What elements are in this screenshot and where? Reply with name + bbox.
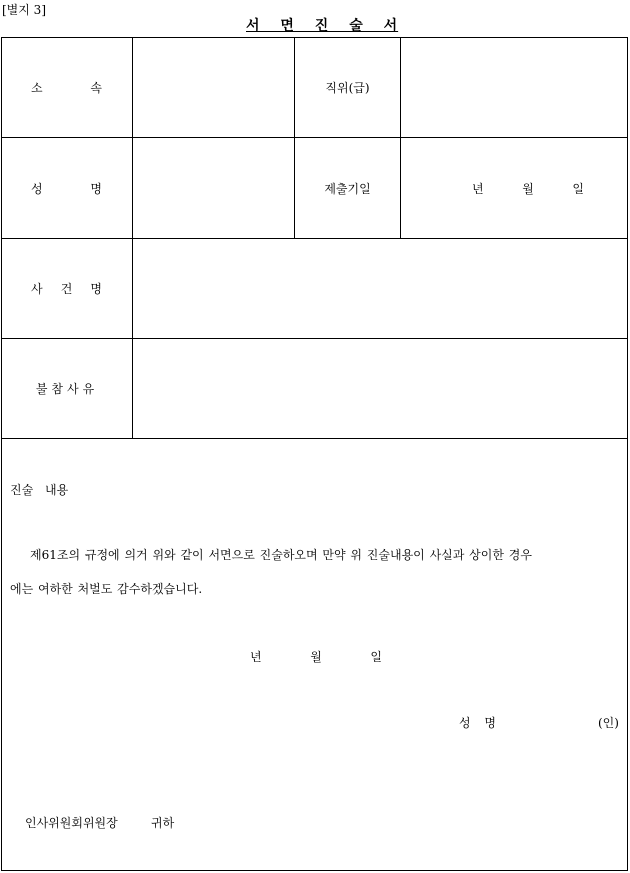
name-char: 성 <box>31 181 43 196</box>
row-divider <box>2 438 627 439</box>
month-label: 월 <box>310 649 322 664</box>
case-name-char: 명 <box>90 282 102 296</box>
year-label: 년 <box>472 181 484 196</box>
annex-label: [별지 3] <box>2 3 46 17</box>
case-name-label <box>31 239 102 338</box>
statement-date <box>250 646 382 666</box>
submission-date-label: 제출기일 <box>324 181 371 196</box>
affiliation-label <box>31 38 102 137</box>
position-field[interactable] <box>401 38 627 137</box>
name-char: 명 <box>90 181 102 196</box>
seal-label[interactable]: (인) <box>598 716 619 730</box>
statement-heading: 진술 내용 <box>10 483 69 497</box>
position-label: 직위(급) <box>325 81 370 95</box>
day-label: 일 <box>572 181 584 196</box>
submission-date-field[interactable] <box>472 138 584 238</box>
day-label: 일 <box>370 649 382 664</box>
year-label: 년 <box>250 649 262 664</box>
case-name-char: 사 <box>31 282 43 296</box>
absence-reason-label: 불참사유 <box>35 382 99 396</box>
affiliation-char: 소 <box>31 81 43 95</box>
case-name-field[interactable] <box>133 239 627 338</box>
month-label: 월 <box>522 181 534 196</box>
form-title: 서 면 진 술 서 <box>246 18 399 34</box>
form-frame <box>1 37 628 871</box>
affiliation-char: 속 <box>90 81 102 95</box>
statement-line-1: 제61조의 규정에 의거 위와 같이 서면으로 진술하오며 만약 위 진술내용이 사실과 상이한 경우 <box>30 548 532 562</box>
statement-line-2: 에는 여하한 처벌도 감수하겠습니다. <box>10 582 203 596</box>
absence-reason-field[interactable] <box>133 339 627 438</box>
name-label <box>31 138 102 238</box>
affiliation-field[interactable] <box>133 38 294 137</box>
signature-label: 성 명 <box>459 716 496 730</box>
case-name-char: 건 <box>60 282 73 296</box>
addressee: 인사위원회위원장 <box>25 816 118 830</box>
name-field[interactable] <box>133 138 294 238</box>
addressee-suffix: 귀하 <box>151 816 175 830</box>
